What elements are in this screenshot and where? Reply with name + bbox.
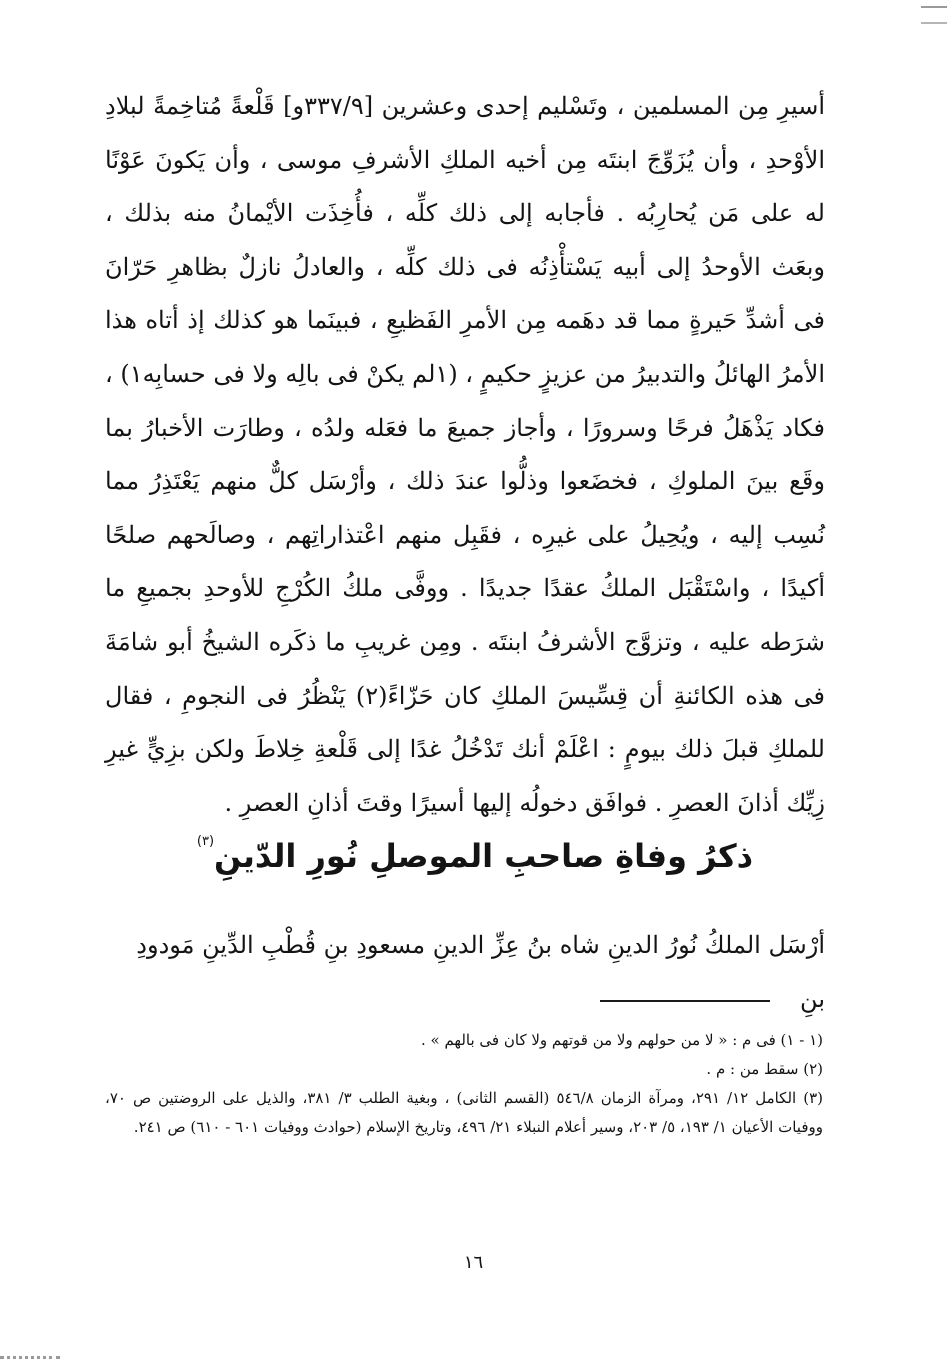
footnote: (٢) سقط من : م . (706, 1060, 823, 1078)
footnote: (٣) الكامل ١٢/ ٢٩١، ومرآة الزمان ٥٤٦/٨ (القسم الثانى) ، وبغية الطلب ٣/ ٣٨١، والذيل على الروضتين ص ٧٠، ووفيات الأعيان ١/ ١٩٣، ٥/ ٢٠٣، وسير أعلام النبلاء ٢١/ ٤٩٦، وتاريخ الإسلام (حوادث ووفيات ٦٠١ - ٦١٠) ص ٢٤١. (105, 1089, 823, 1136)
footnote-divider (600, 1000, 770, 1002)
section-heading (180, 812, 770, 886)
section-footnote-marker: (٣) (196, 834, 215, 849)
footnotes-list (105, 1026, 823, 1142)
footnote: (١ - ١) فى م : « لا من حولهم ولا من قوتهم ولا كان فى بالهم » . (420, 1031, 823, 1049)
scan-edge-mark (0, 1352, 60, 1359)
section-title: ذكرُ وفاةِ صاحبِ الموصلِ نُورِ الدّينِ (214, 837, 754, 875)
scan-edge-mark (921, 6, 947, 24)
body-paragraph: أسيرِ مِن المسلمين ، وتَسْليم إحدى وعشرين [٣٣٧/٩و] قَلْعةً مُتاخِمةً لبلادِ الأوْحدِ ، وأن يُزَوِّجَ ابنتَه مِن أخيه الملكِ الأشرفِ موسى ، وأن يَكونَ عَوْنًا له على مَن يُحارِبُه . فأجابه إلى ذلك كلِّه ، فأُخِذَت الأيْمانُ منه بذلك ، وبعَث الأوحدُ إلى أبيه يَسْتأْذِنُه فى ذلك كلِّه ، والعادلُ نازلٌ بظاهرِ حَرّانَ فى أشدِّ حَيرةٍ مما قد دهَمه مِن الأمرِ الفَظيعِ ، فبينَما هو كذلك إذ أتاه هذا الأمرُ الهائلُ والتدبيرُ من عزيزٍ حكيمٍ ، (١لم يكنْ فى بالِه ولا فى حسابِه١) ، فكاد يَذْهَلُ فرحًا وسرورًا ، وأجاز جميعَ ما فعَله ولدُه ، وطارَت الأخبارُ بما وقَع بينَ الملوكِ ، فخضَعوا وذلُّوا عندَ ذلك ، وأرْسَل كلٌّ منهم يَعْتَذِرُ مما نُسِب إليه ، ويُحِيلُ على غيرِه ، فقَبِل منهم اعْتذاراتِهم ، وصالَحهم صلحًا أكيدًا ، واسْتَقْبَل الملكُ عقدًا جديدًا . ووفَّى ملكُ الكُرْجِ للأوحدِ بجميعِ ما شرَطه عليه ، وتزوَّج الأشرفُ ابنتَه . ومِن غريبِ ما ذكَره الشيخُ أبو شامَةَ فى هذه الكائنةِ أن قِسِّيسَ الملكِ كان حَزّاءً(٢) يَنْظُرُ فى النجومِ ، فقال للملكِ قبلَ ذلك بيومٍ : اعْلَمْ أنك تَدْخُلُ غدًا إلى قَلْعةِ خِلاطَ ولكن بزِيٍّ غيرِ زِيِّك أذانَ العصرِ . فوافَق دخولُه إليها أسيرًا وقتَ أذانِ العصرِ . (105, 92, 826, 817)
section-opening-paragraph: أرْسَل الملكُ نُورُ الدينِ شاه بنُ عِزِّ الدينِ مسعودِ بنِ قُطْبِ الدِّينِ مَودودِ بنِ (136, 931, 825, 1013)
page-number: ١٦ (463, 1252, 484, 1273)
